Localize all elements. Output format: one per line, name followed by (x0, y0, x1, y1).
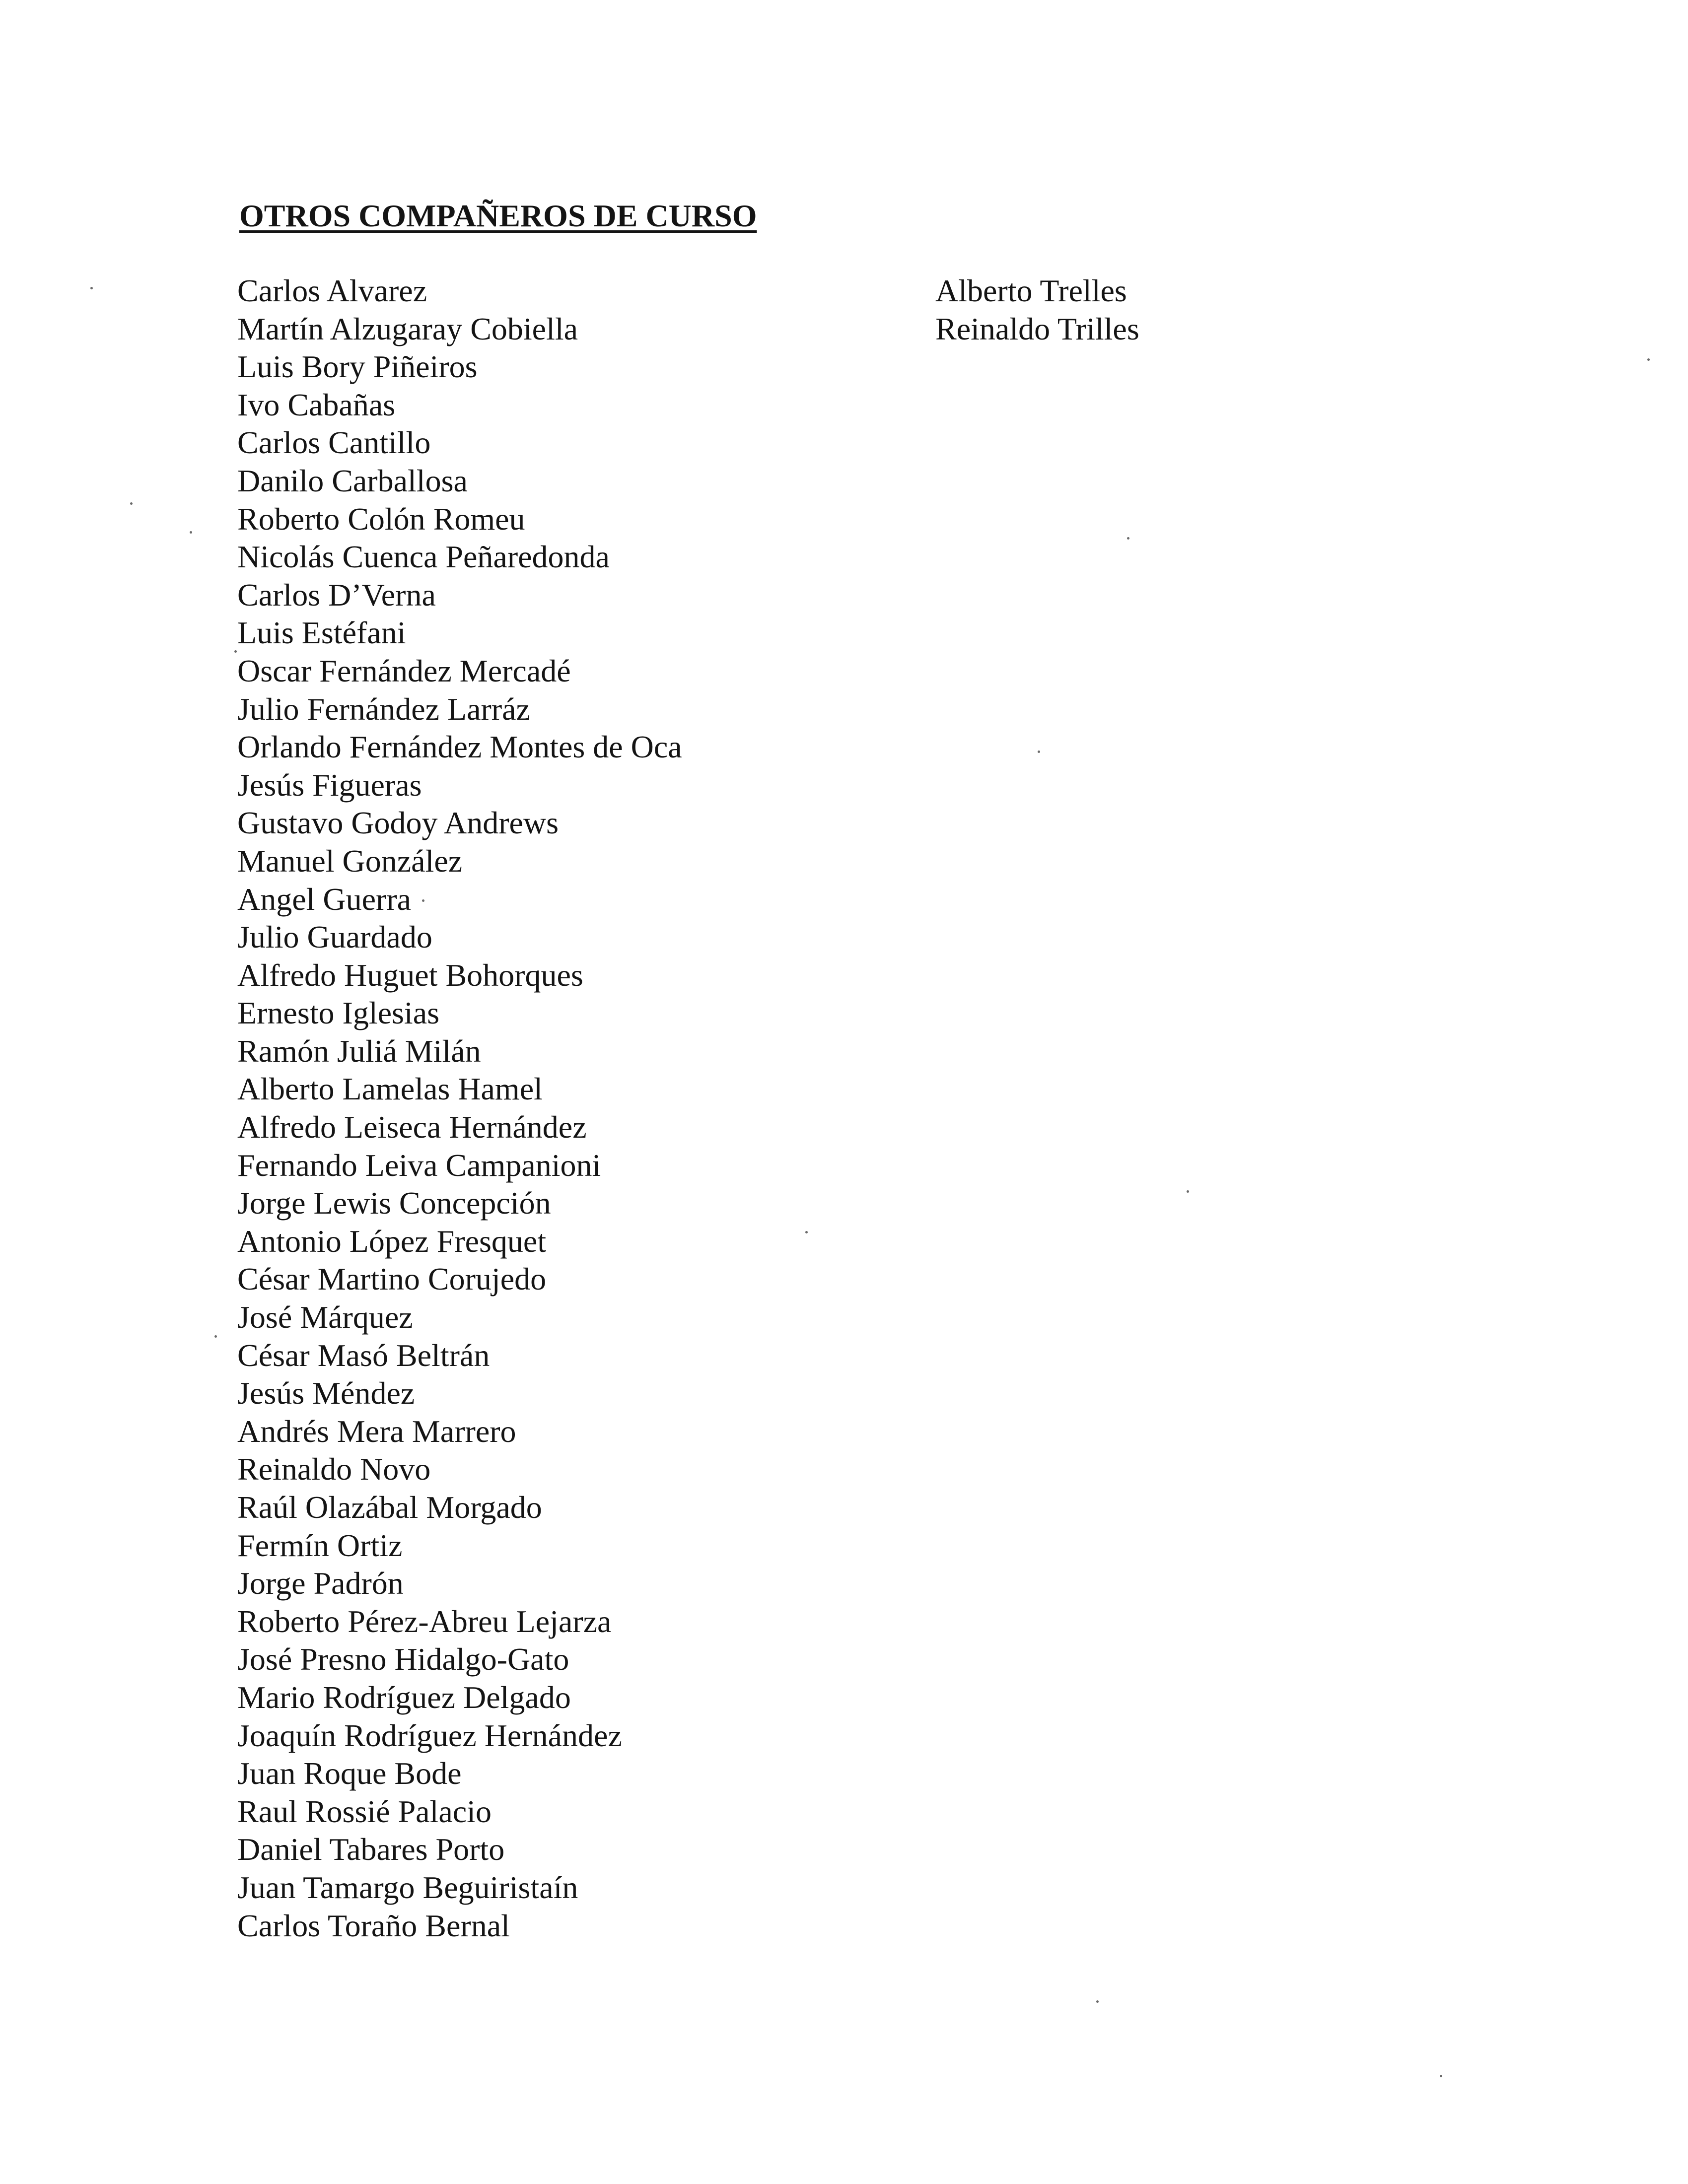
list-item: Andrés Mera Marrero (237, 1413, 516, 1449)
list-item: Danilo Carballosa (237, 463, 468, 498)
list-item: Alfredo Huguet Bohorques (237, 957, 583, 993)
list-item: Manuel González (237, 843, 463, 879)
list-item: Alberto Lamelas Hamel (237, 1071, 543, 1107)
list-item: Gustavo Godoy Andrews (237, 805, 559, 841)
list-item: Carlos Alvarez (237, 273, 427, 308)
list-item: Luis Estéfani (237, 615, 406, 651)
scan-speck (805, 1231, 808, 1233)
list-item: Carlos D’Verna (237, 577, 436, 613)
list-item: Jorge Lewis Concepción (237, 1185, 551, 1221)
list-item: Jesús Figueras (237, 767, 422, 803)
list-item: Roberto Colón Romeu (237, 501, 525, 537)
list-item: Alberto Trelles (935, 273, 1127, 308)
list-item: Fermín Ortiz (237, 1527, 403, 1563)
scan-speck (422, 899, 424, 902)
list-item: Juan Roque Bode (237, 1756, 462, 1791)
scan-speck (1038, 751, 1040, 753)
list-item: Oscar Fernández Mercadé (237, 653, 571, 688)
list-item: Julio Fernández Larráz (237, 691, 530, 727)
list-item: Carlos Toraño Bernal (237, 1908, 510, 1943)
list-item: Reinaldo Trilles (935, 311, 1139, 346)
list-item: Angel Guerra (237, 881, 412, 917)
page-title: OTROS COMPAÑEROS DE CURSO (239, 198, 757, 233)
list-item: Daniel Tabares Porto (237, 1832, 505, 1867)
list-item: Ramón Juliá Milán (237, 1033, 481, 1069)
list-item: Joaquín Rodríguez Hernández (237, 1717, 622, 1753)
list-item: Reinaldo Novo (237, 1451, 431, 1487)
list-item: Alfredo Leiseca Hernández (237, 1109, 587, 1145)
scan-speck (1647, 358, 1650, 361)
scan-speck (214, 1335, 217, 1338)
names-list-left (237, 272, 682, 1945)
list-item: Mario Rodríguez Delgado (237, 1679, 571, 1715)
list-item: Orlando Fernández Montes de Oca (237, 729, 682, 765)
list-item: Jesús Méndez (237, 1375, 415, 1411)
scan-speck (1187, 1190, 1189, 1193)
scan-speck (1440, 2075, 1442, 2077)
list-item: Julio Guardado (237, 919, 432, 955)
list-item: Ernesto Iglesias (237, 995, 439, 1031)
list-item: Fernando Leiva Campanioni (237, 1147, 601, 1183)
list-item: Martín Alzugaray Cobiella (237, 311, 578, 346)
list-item: Roberto Pérez-Abreu Lejarza (237, 1603, 612, 1639)
list-item: José Presno Hidalgo-Gato (237, 1641, 569, 1677)
scan-speck (234, 650, 237, 653)
list-item: Carlos Cantillo (237, 425, 431, 461)
list-item: Raul Rossié Palacio (237, 1793, 492, 1829)
list-item: Nicolás Cuenca Peñaredonda (237, 539, 610, 575)
scan-speck (190, 531, 192, 534)
list-item: Jorge Padrón (237, 1566, 404, 1601)
list-item: Ivo Cabañas (237, 387, 396, 422)
list-item: José Márquez (237, 1299, 413, 1335)
scan-speck (1096, 2000, 1099, 2003)
list-item: Luis Bory Piñeiros (237, 349, 478, 385)
scan-speck (90, 287, 93, 289)
list-item: César Martino Corujedo (237, 1261, 547, 1297)
names-list-right (935, 272, 1139, 348)
list-item: Juan Tamargo Beguiristaín (237, 1869, 578, 1905)
list-item: César Masó Beltrán (237, 1337, 490, 1373)
scan-speck (130, 502, 133, 505)
list-item: Antonio López Fresquet (237, 1223, 547, 1259)
list-item: Raúl Olazábal Morgado (237, 1490, 542, 1525)
scan-speck (1127, 537, 1129, 540)
